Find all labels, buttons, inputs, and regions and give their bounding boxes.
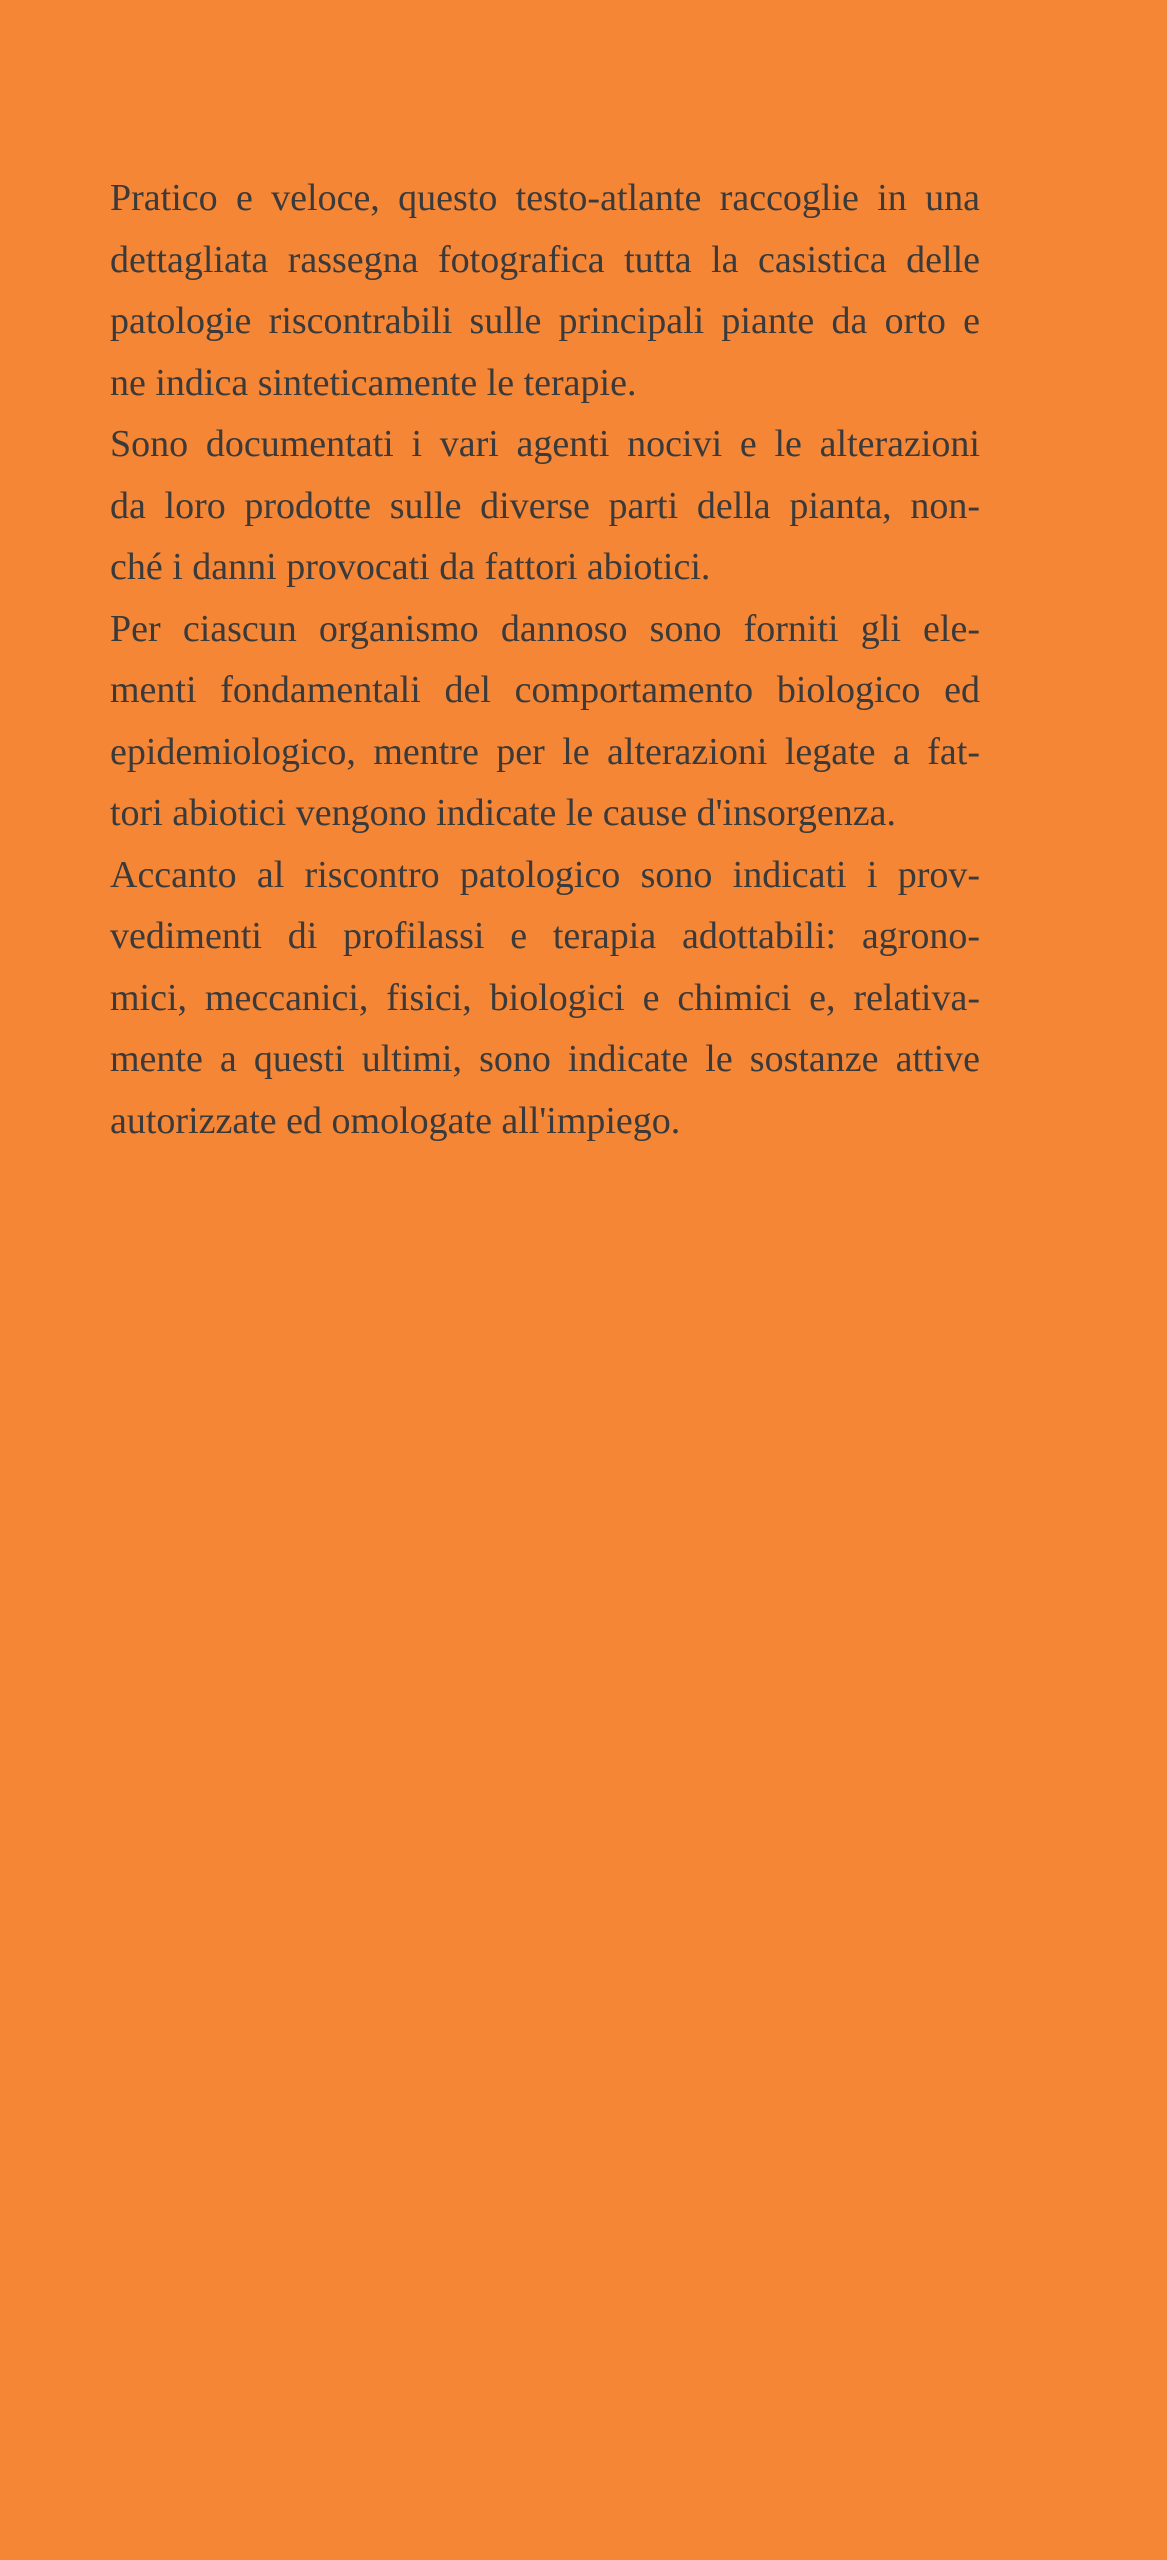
blurb-paragraph-3 xyxy=(110,599,980,845)
blurb-line: vedimenti di profilassi e terapia adottabili: agrono- xyxy=(110,915,980,957)
blurb-line: mici, meccanici, fisici, biologici e chimici e, relativa- xyxy=(110,976,980,1019)
blurb-line: Accanto al riscontro patologico sono indicati i prov- xyxy=(110,853,980,896)
blurb-line: epidemiologico, mentre per le alterazioni legate a fat- xyxy=(110,730,980,773)
blurb-line: ne indica sinteticamente le terapie. xyxy=(110,361,637,404)
blurb-line: da loro prodotte sulle diverse parti della pianta, non- xyxy=(110,484,980,527)
blurb-line: Pratico e veloce, questo testo-atlante raccoglie in una xyxy=(110,177,980,219)
back-cover-blurb xyxy=(110,168,980,1152)
blurb-paragraph-1 xyxy=(110,168,980,414)
blurb-line: mente a questi ultimi, sono indicate le sostanze attive xyxy=(110,1038,980,1080)
blurb-paragraph-4 xyxy=(110,845,980,1153)
blurb-line: tori abiotici vengono indicate le cause d'insorgenza. xyxy=(110,792,896,834)
blurb-line: patologie riscontrabili sulle principali piante da orto e xyxy=(110,300,980,342)
blurb-line: Per ciascun organismo dannoso sono forniti gli ele- xyxy=(110,607,980,650)
blurb-line: ché i danni provocati da fattori abiotici. xyxy=(110,546,711,588)
blurb-line: menti fondamentali del comportamento biologico ed xyxy=(110,669,980,711)
blurb-paragraph-2 xyxy=(110,414,980,599)
blurb-line: dettagliata rassegna fotografica tutta la casistica delle xyxy=(110,238,980,281)
blurb-line: autorizzate ed omologate all'impiego. xyxy=(110,1099,681,1142)
blurb-line: Sono documentati i vari agenti nocivi e le alterazioni xyxy=(110,423,980,465)
